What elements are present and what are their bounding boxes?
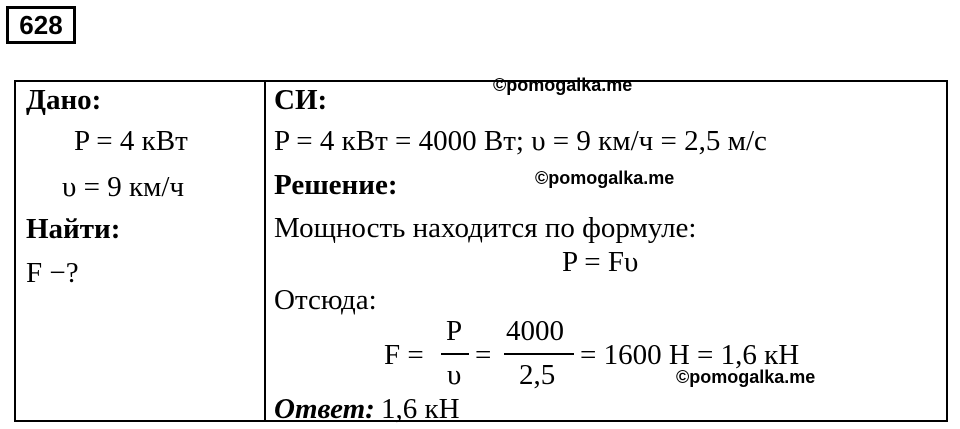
watermark: ©pomogalka.me xyxy=(493,75,633,95)
si-conversion: P = 4 кВт = 4000 Вт; υ = 9 км/ч = 2,5 м/с xyxy=(274,125,767,157)
calc-eq: = xyxy=(475,339,492,371)
calc-lhs: F = xyxy=(384,339,424,371)
frac1-numerator: P xyxy=(446,315,463,347)
solution-heading: Решение: xyxy=(274,169,398,201)
answer-value: 1,6 кН xyxy=(381,393,460,425)
frac2-line xyxy=(504,353,574,355)
given-speed: υ = 9 км/ч xyxy=(62,171,185,203)
answer-label: Ответ: xyxy=(274,393,375,425)
si-heading: СИ: xyxy=(274,84,328,116)
frac2-denominator: 2,5 xyxy=(519,359,556,391)
solution-text: Мощность находится по формуле: xyxy=(274,212,697,244)
power-formula: P = Fυ xyxy=(562,246,639,278)
table-column-divider xyxy=(264,80,266,422)
find-heading: Найти: xyxy=(26,213,121,245)
find-value: F −? xyxy=(26,257,79,289)
given-power: P = 4 кВт xyxy=(74,125,188,157)
frac2-numerator: 4000 xyxy=(506,315,564,347)
frac1-denominator: υ xyxy=(447,359,462,391)
watermark: ©pomogalka.me xyxy=(676,367,816,387)
frac1-line xyxy=(441,353,469,355)
hence-text: Отсюда: xyxy=(274,284,377,316)
problem-number: 628 xyxy=(6,6,76,44)
given-heading: Дано: xyxy=(26,84,102,116)
calc-result: = 1600 Н = 1,6 кН xyxy=(580,339,800,371)
watermark: ©pomogalka.me xyxy=(535,168,675,188)
